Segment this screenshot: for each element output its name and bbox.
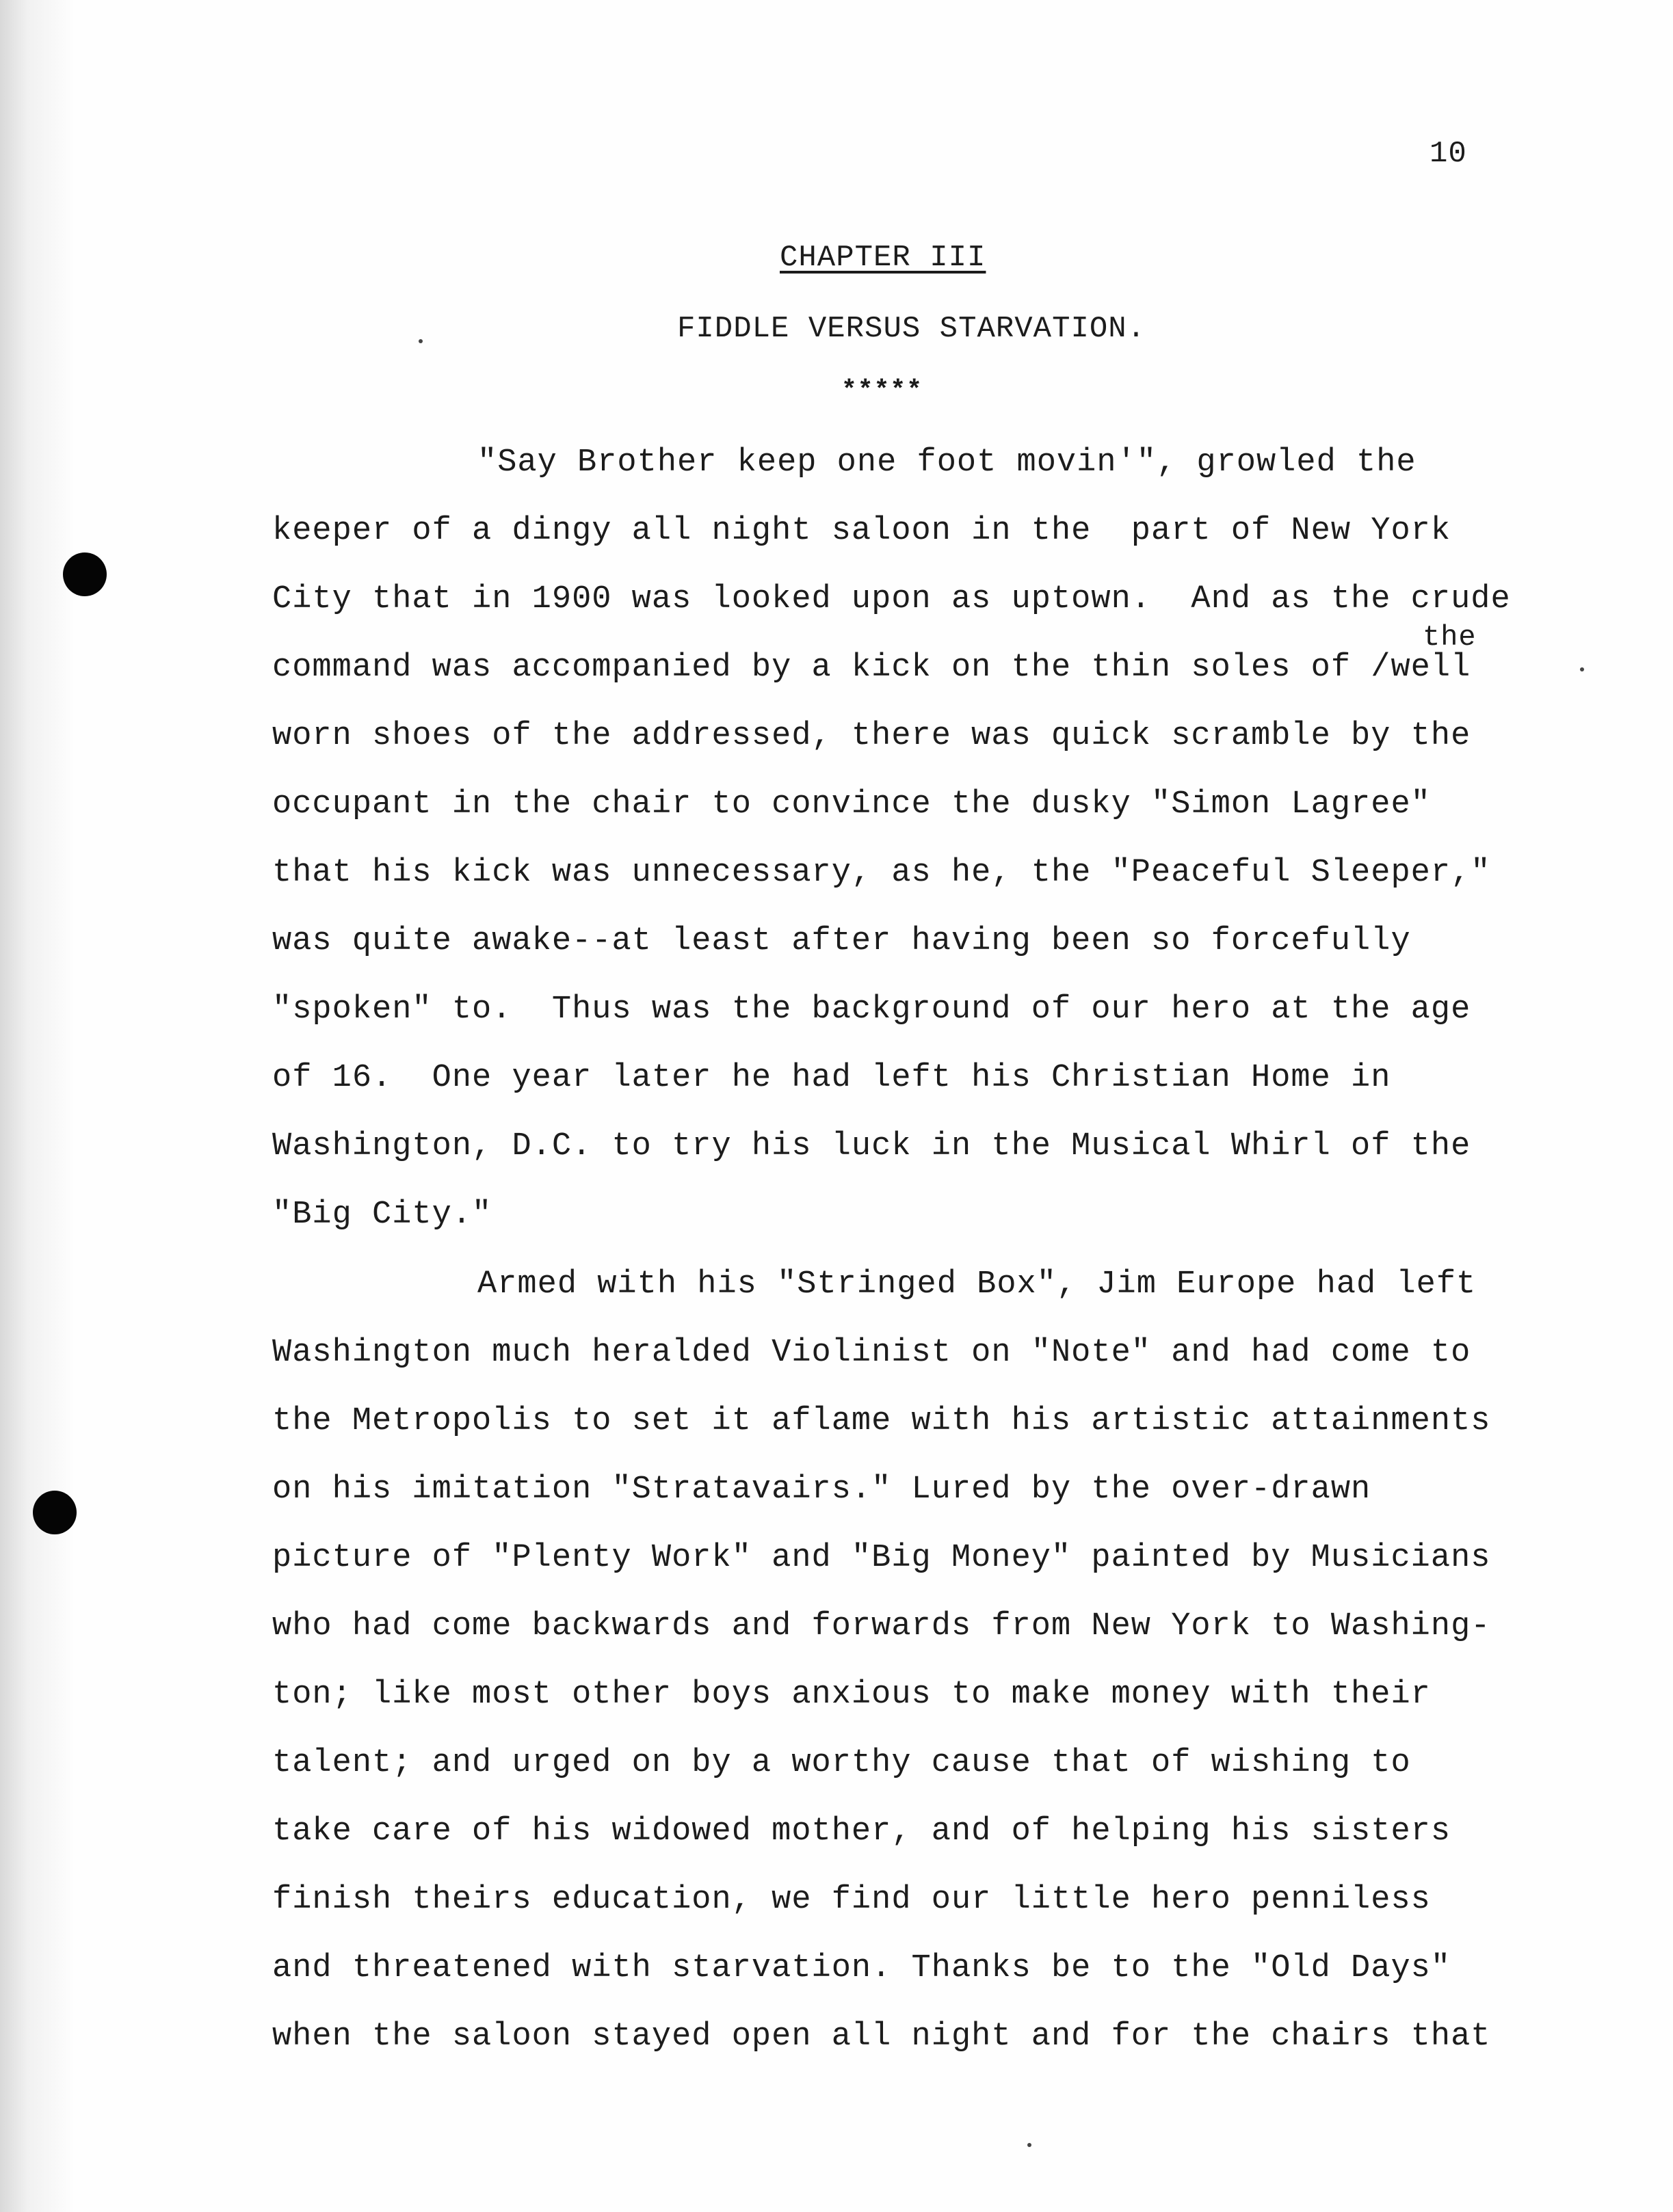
- text-line: was quite awake--at least after having been so forcefully: [272, 923, 1411, 959]
- paper-speck: [1027, 2143, 1031, 2147]
- text-line: worn shoes of the addressed, there was quick scramble by the: [272, 718, 1471, 754]
- text-line: City that in 1900 was looked upon as uptown. And as the crude: [272, 581, 1511, 617]
- text-line: command was accompanied by a kick on the thin soles of /well: [272, 650, 1471, 686]
- interlinear-insertion: the: [1423, 621, 1477, 654]
- chapter-title: CHAPTER III: [780, 241, 986, 275]
- punch-hole-bottom: [33, 1491, 77, 1534]
- text-line: Washington much heralded Violinist on "Note" and had come to: [272, 1335, 1471, 1371]
- text-line: when the saloon stayed open all night and for the chairs that: [272, 2018, 1491, 2055]
- page-number: 10: [1430, 137, 1467, 171]
- text-line: the Metropolis to set it aflame with his artistic attainments: [272, 1403, 1491, 1439]
- text-line: keeper of a dingy all night saloon in the part of New York: [272, 513, 1451, 549]
- text-line: of 16. One year later he had left his Christian Home in: [272, 1060, 1391, 1096]
- paper-speck: [419, 339, 423, 343]
- paper-speck: [1580, 667, 1584, 671]
- section-separator: *****: [841, 376, 923, 405]
- chapter-subtitle: FIDDLE VERSUS STARVATION.: [677, 312, 1146, 346]
- text-line: picture of "Plenty Work" and "Big Money" painted by Musicians: [272, 1540, 1491, 1576]
- text-line: take care of his widowed mother, and of helping his sisters: [272, 1813, 1451, 1850]
- text-line: who had come backwards and forwards from New York to Washing-: [272, 1608, 1491, 1644]
- text-line: on his imitation "Stratavairs." Lured by the over-drawn: [272, 1471, 1371, 1508]
- text-line: that his kick was unnecessary, as he, the "Peaceful Sleeper,": [272, 855, 1491, 891]
- text-line: Armed with his "Stringed Box", Jim Europe had left: [477, 1266, 1477, 1303]
- text-line: Washington, D.C. to try his luck in the Musical Whirl of the: [272, 1128, 1471, 1164]
- text-line: talent; and urged on by a worthy cause that of wishing to: [272, 1745, 1411, 1781]
- text-line: and threatened with starvation. Thanks be to the "Old Days": [272, 1950, 1451, 1986]
- text-line: ton; like most other boys anxious to make money with their: [272, 1677, 1431, 1713]
- text-line: "spoken" to. Thus was the background of our hero at the age: [272, 991, 1471, 1028]
- text-line: "Big City.": [272, 1197, 492, 1233]
- text-line: finish theirs education, we find our little hero penniless: [272, 1882, 1431, 1918]
- text-line: occupant in the chair to convince the dusky "Simon Lagree": [272, 786, 1431, 823]
- punch-hole-top: [63, 552, 107, 596]
- text-line: "Say Brother keep one foot movin'", growled the: [477, 444, 1417, 481]
